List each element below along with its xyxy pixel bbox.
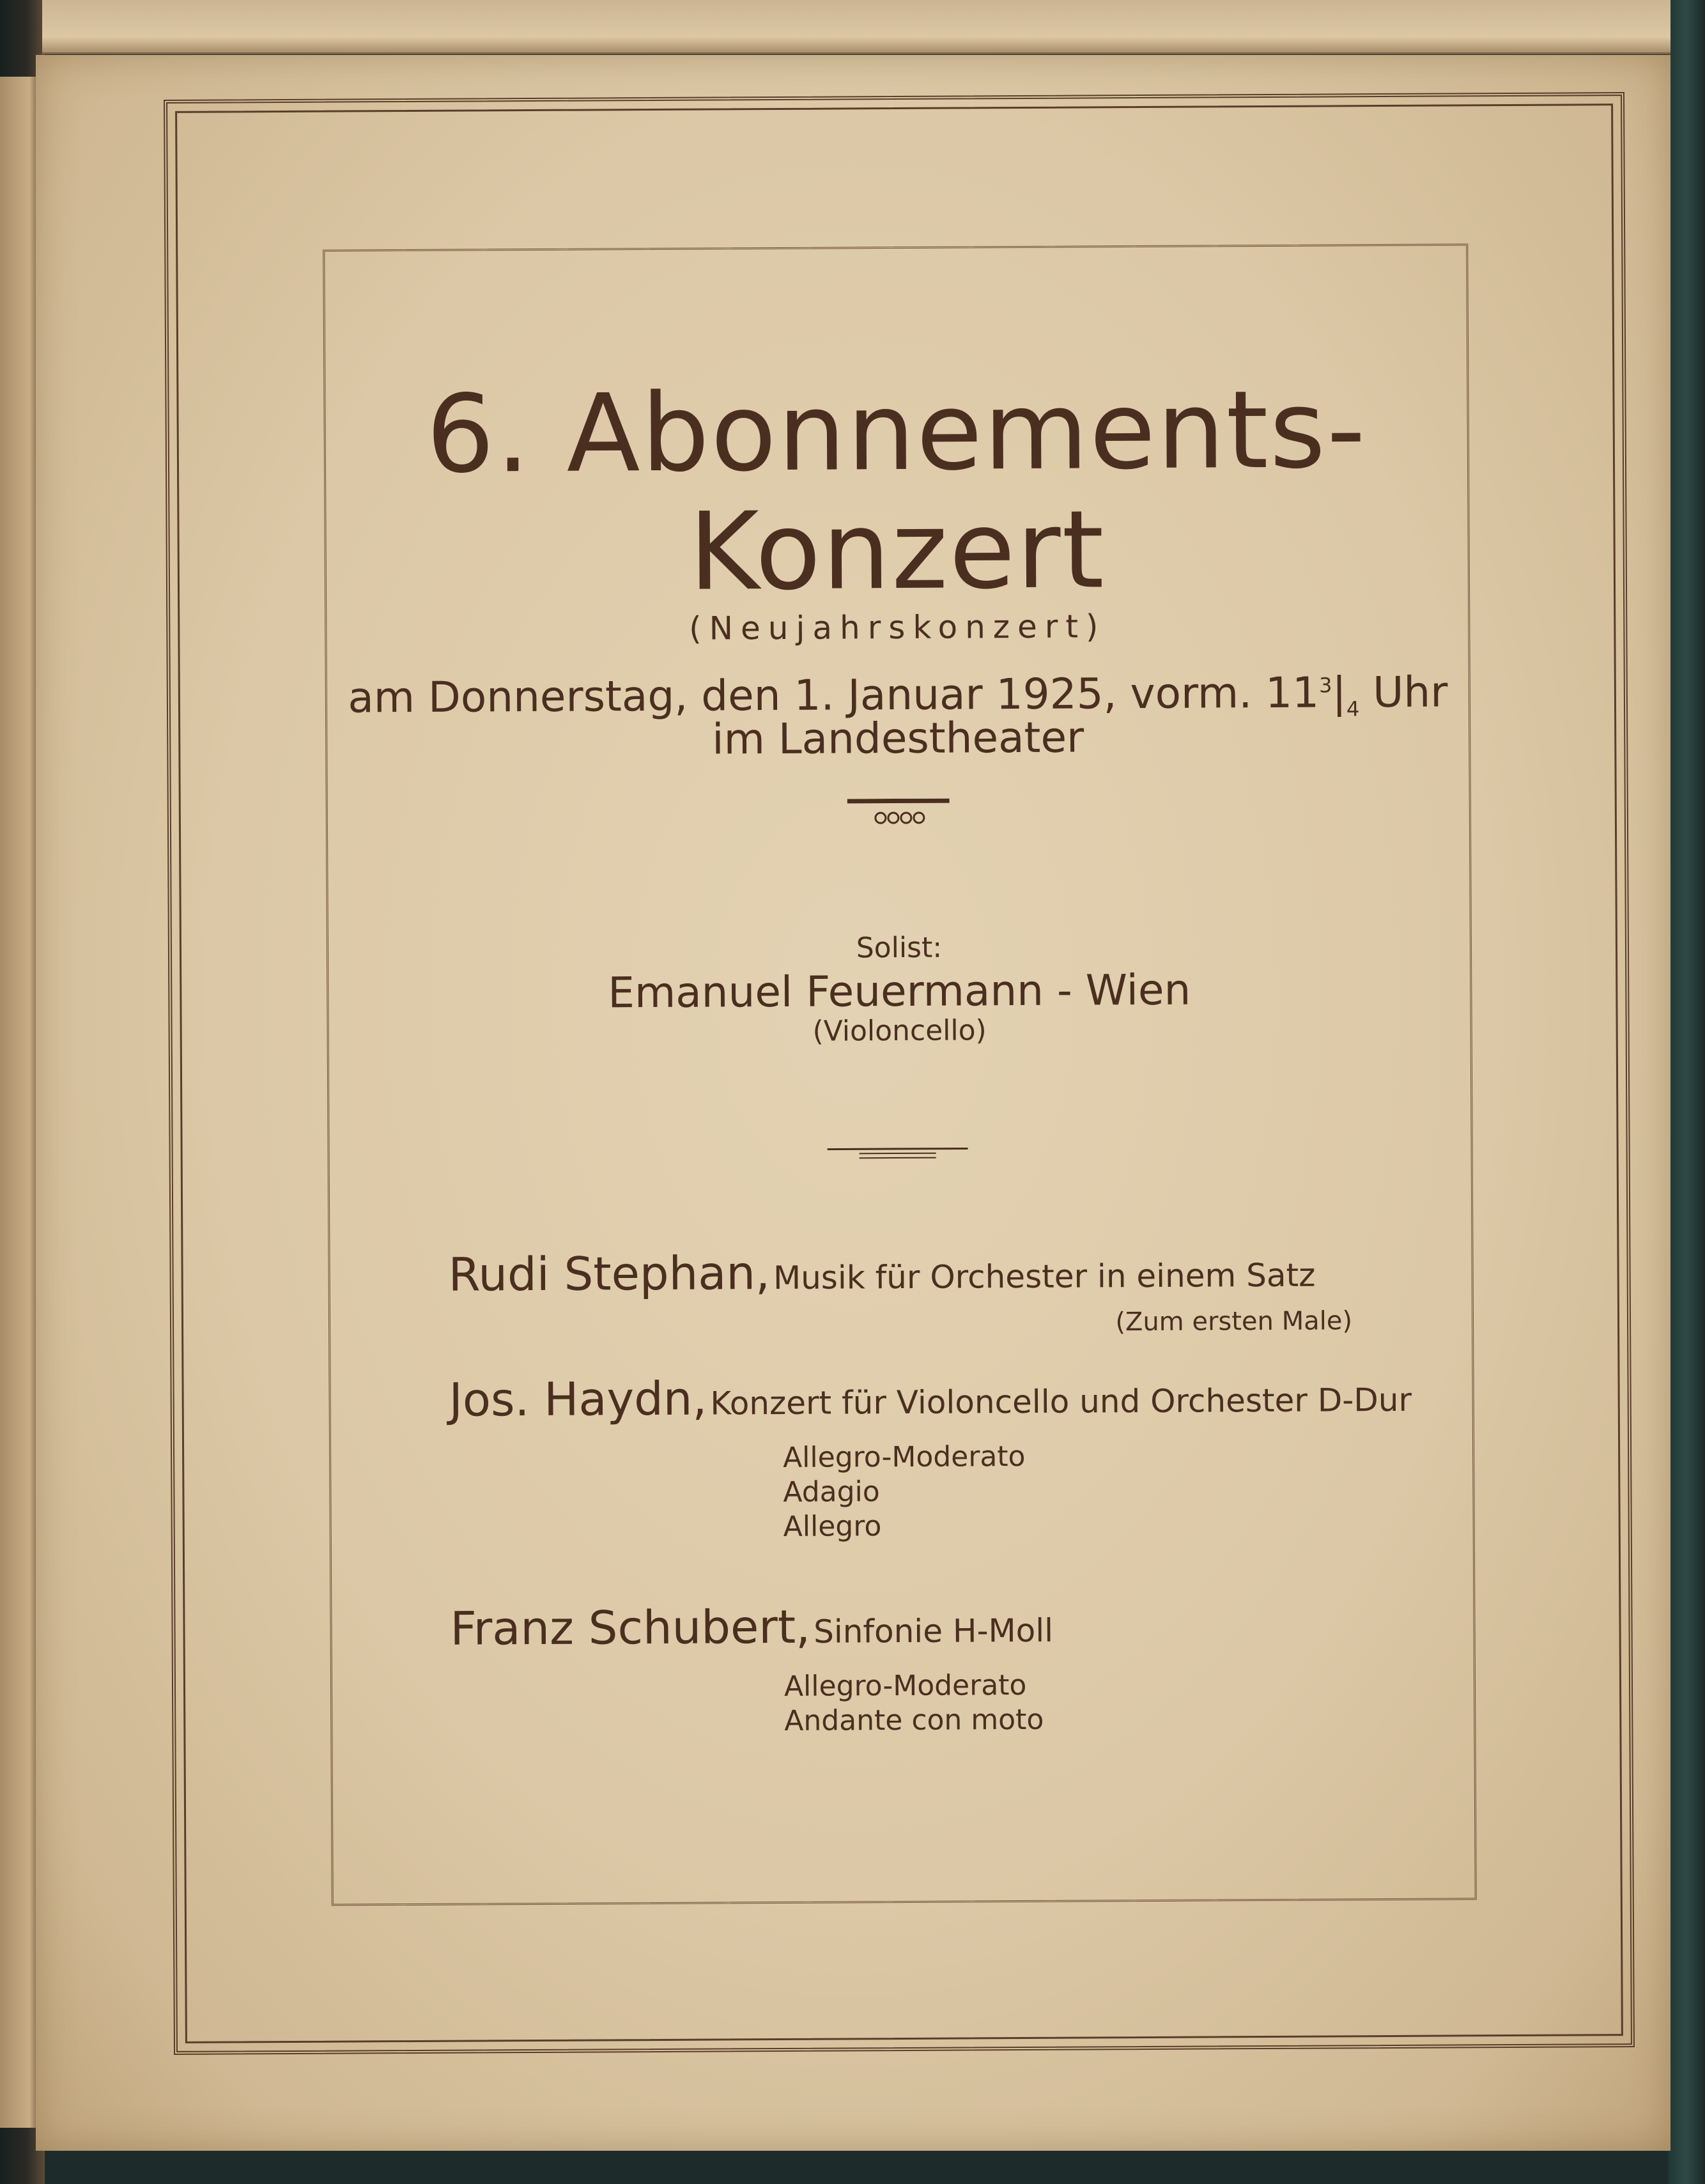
date-time-fraction-separator: | [1332, 668, 1346, 718]
soloist-name: Emanuel Feuermann - Wien [608, 965, 1191, 1018]
date-time-unit: Uhr [1359, 667, 1448, 718]
overlapping-page-top [42, 0, 1670, 54]
work-title: Musik für Orchester in einem Satz [773, 1256, 1316, 1297]
movement: Andante con moto [784, 1703, 1044, 1737]
movement: Allegro-Moderato [783, 1440, 1026, 1474]
premiere-note: (Zum ersten Male) [1115, 1306, 1353, 1337]
program-content [323, 243, 1477, 1905]
triple-rule-ornament-icon [828, 1143, 968, 1162]
composer-name: Franz Schubert, [450, 1599, 811, 1656]
concert-subtitle: (Neujahrskonzert) [689, 608, 1106, 647]
work-title: Sinfonie H-Moll [813, 1611, 1054, 1650]
movement: Allegro-Moderato [783, 1668, 1027, 1703]
program-item-stephan [448, 1242, 1315, 1309]
movement: Adagio [783, 1475, 880, 1509]
concert-title-line1: 6. Abonnements- [426, 367, 1368, 497]
left-page-edge [0, 77, 37, 2128]
date-time-fraction-denominator: 4 [1346, 696, 1360, 721]
divider-ornament-icon [847, 799, 950, 831]
program-item-haydn [449, 1366, 1412, 1434]
soloist-label: Solist: [856, 931, 943, 965]
work-title: Konzert für Violoncello und Orchester D-Dur [710, 1381, 1412, 1422]
composer-name: Rudi Stephan, [448, 1246, 771, 1302]
soloist-instrument: (Violoncello) [812, 1014, 987, 1048]
concert-title-line2: Konzert [688, 487, 1106, 615]
movement: Allegro [783, 1510, 882, 1543]
date-text: am Donnerstag, den 1. Januar 1925, vorm. 11 [348, 668, 1320, 723]
book-binding-right [1668, 0, 1705, 2184]
date-time-fraction-numerator: 3 [1319, 673, 1332, 698]
composer-name: Jos. Haydn, [449, 1371, 707, 1427]
program-item-schubert [450, 1597, 1053, 1663]
concert-venue: im Landestheater [712, 712, 1084, 764]
